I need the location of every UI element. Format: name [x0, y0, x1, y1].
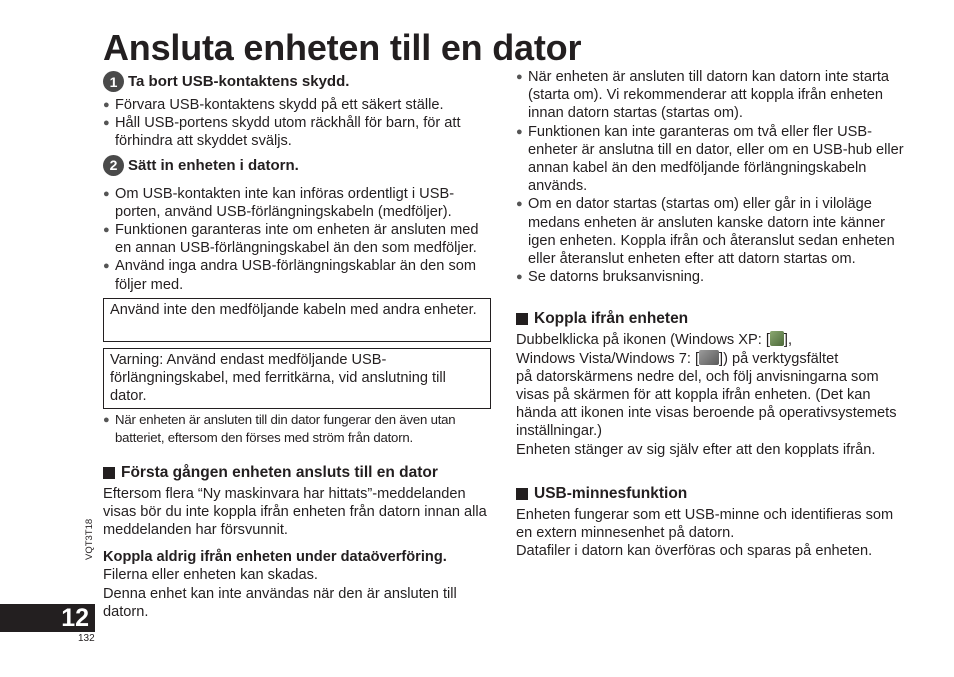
disconnect-heading	[516, 310, 908, 328]
usb-memory-heading-text: USB-minnesfunktion	[534, 484, 688, 502]
cable-notice-box	[103, 298, 491, 342]
page-number: 12	[0, 604, 95, 632]
disconnect-warning-detail: Filerna eller enheten kan skadas.	[103, 567, 318, 584]
list-item: ● När enheten är ansluten till din dator fungerar den även utan batteriet, eftersom den förses med ström från datorn.	[103, 411, 491, 448]
step-2-label: Sätt in enheten i datorn.	[128, 156, 299, 174]
list-item: ● Håll USB-portens skydd utom räckhåll för barn, för att förhindra att skyddet sväljs.	[103, 114, 491, 150]
usb-memory-paragraph-2: Datafiler i datorn kan överföras och sparas på enheten.	[516, 543, 873, 560]
step-1-bullets	[103, 96, 491, 151]
step-2-bullets	[103, 185, 491, 294]
warning-box	[103, 348, 491, 409]
disconnect-auto-off: Enheten stänger av sig själv efter att den kopplats ifrån.	[516, 441, 876, 458]
right-column	[516, 68, 908, 560]
disconnect-instructions: på datorskärmens nedre del, och följ anvisningarna som visas på skärmen för att koppla ifrån enheten. (Det kan hända att ikonen inte visas beroende på operativsystemets inställningar.)	[516, 368, 897, 440]
list-item: ● När enheten är ansluten till datorn kan datorn inte starta (starta om). Vi rekommenderar att koppla ifrån enheten innan datorn startas (startas om).	[516, 68, 908, 123]
disconnect-line-2a: Windows Vista/Windows 7: [	[516, 350, 700, 367]
step-1-label: Ta bort USB-kontaktens skydd.	[128, 73, 350, 90]
disconnect-line-2b: ]) på verktygsfältet	[719, 350, 839, 367]
usage-note: Denna enhet kan inte användas när den är ansluten till datorn.	[103, 585, 457, 620]
disconnect-heading-text: Koppla ifrån enheten	[534, 310, 689, 328]
usb-memory-paragraph-1: Enheten fungerar som ett USB-minne och identifieras som en extern minnesenhet på datorn.	[516, 506, 894, 542]
first-time-body	[103, 485, 491, 621]
usb-memory-body	[516, 506, 908, 561]
first-time-heading	[103, 464, 491, 482]
document-code: VQT3T18	[84, 518, 95, 560]
step-1-number: 1	[103, 71, 124, 92]
disconnect-warning: Koppla aldrig ifrån enheten under dataöverföring.	[103, 549, 447, 566]
disconnect-line-1b: ],	[783, 332, 792, 349]
disconnect-body	[516, 331, 908, 458]
step-2-number: 2	[103, 155, 124, 176]
disconnect-line-2	[516, 350, 908, 368]
list-item: ● Om en dator startas (startas om) eller går in i viloläge medans enheten är ansluten kanske datorn inte känner igen enheten. Koppla ifrån och återanslut sedan enheten eller återanslut enheten efter att datorn startas om.	[516, 195, 908, 268]
square-bullet-icon	[516, 313, 528, 325]
disconnect-line-1a: Dubbelklicka på ikonen (Windows XP: [	[516, 332, 770, 349]
safely-remove-hardware-icon	[770, 331, 784, 346]
power-note	[103, 411, 491, 448]
left-column	[103, 71, 491, 621]
list-item: ● Funktionen kan inte garanteras om två eller fler USB-enheter är anslutna till en dator, eller om en USB-hub eller annan kabel än den medföljande förlängningskabeln används.	[516, 123, 908, 196]
cable-notice-text: Använd inte den medföljande kabeln med andra enheter.	[110, 301, 477, 318]
page-title: Ansluta enheten till en dator	[103, 27, 582, 68]
first-time-paragraph: Eftersom flera “Ny maskinvara har hittats”-meddelanden visas bör du inte koppla ifrån enheten från datorn innan alla meddelanden har försvunnit.	[103, 485, 487, 539]
square-bullet-icon	[516, 488, 528, 500]
usb-memory-heading	[516, 485, 908, 503]
list-item: ● Se datorns bruksanvisning.	[516, 268, 908, 286]
step-1-heading	[103, 71, 491, 92]
list-item: ● Använd inga andra USB-förlängningskablar än den som följer med.	[103, 257, 491, 293]
safely-remove-hardware-icon	[699, 350, 719, 365]
list-item: ● Om USB-kontakten inte kan införas ordentligt i USB-porten, använd USB-förlängningskabeln (medföljer).	[103, 185, 491, 221]
list-item: ● Förvara USB-kontaktens skydd på ett säkert ställe.	[103, 96, 491, 114]
disconnect-line-1	[516, 331, 908, 349]
first-time-heading-text: Första gången enheten ansluts till en dator	[121, 463, 438, 481]
warning-text: Varning: Använd endast medföljande USB-förlängningskabel, med ferritkärna, vid anslutning till dator.	[110, 351, 446, 405]
right-bullets	[516, 68, 908, 286]
step-2-heading	[103, 155, 491, 176]
list-item: ● Funktionen garanteras inte om enheten är ansluten med en annan USB-förlängningskabel än den som medföljer.	[103, 221, 491, 257]
sub-page-number: 132	[78, 633, 95, 644]
square-bullet-icon	[103, 467, 115, 479]
